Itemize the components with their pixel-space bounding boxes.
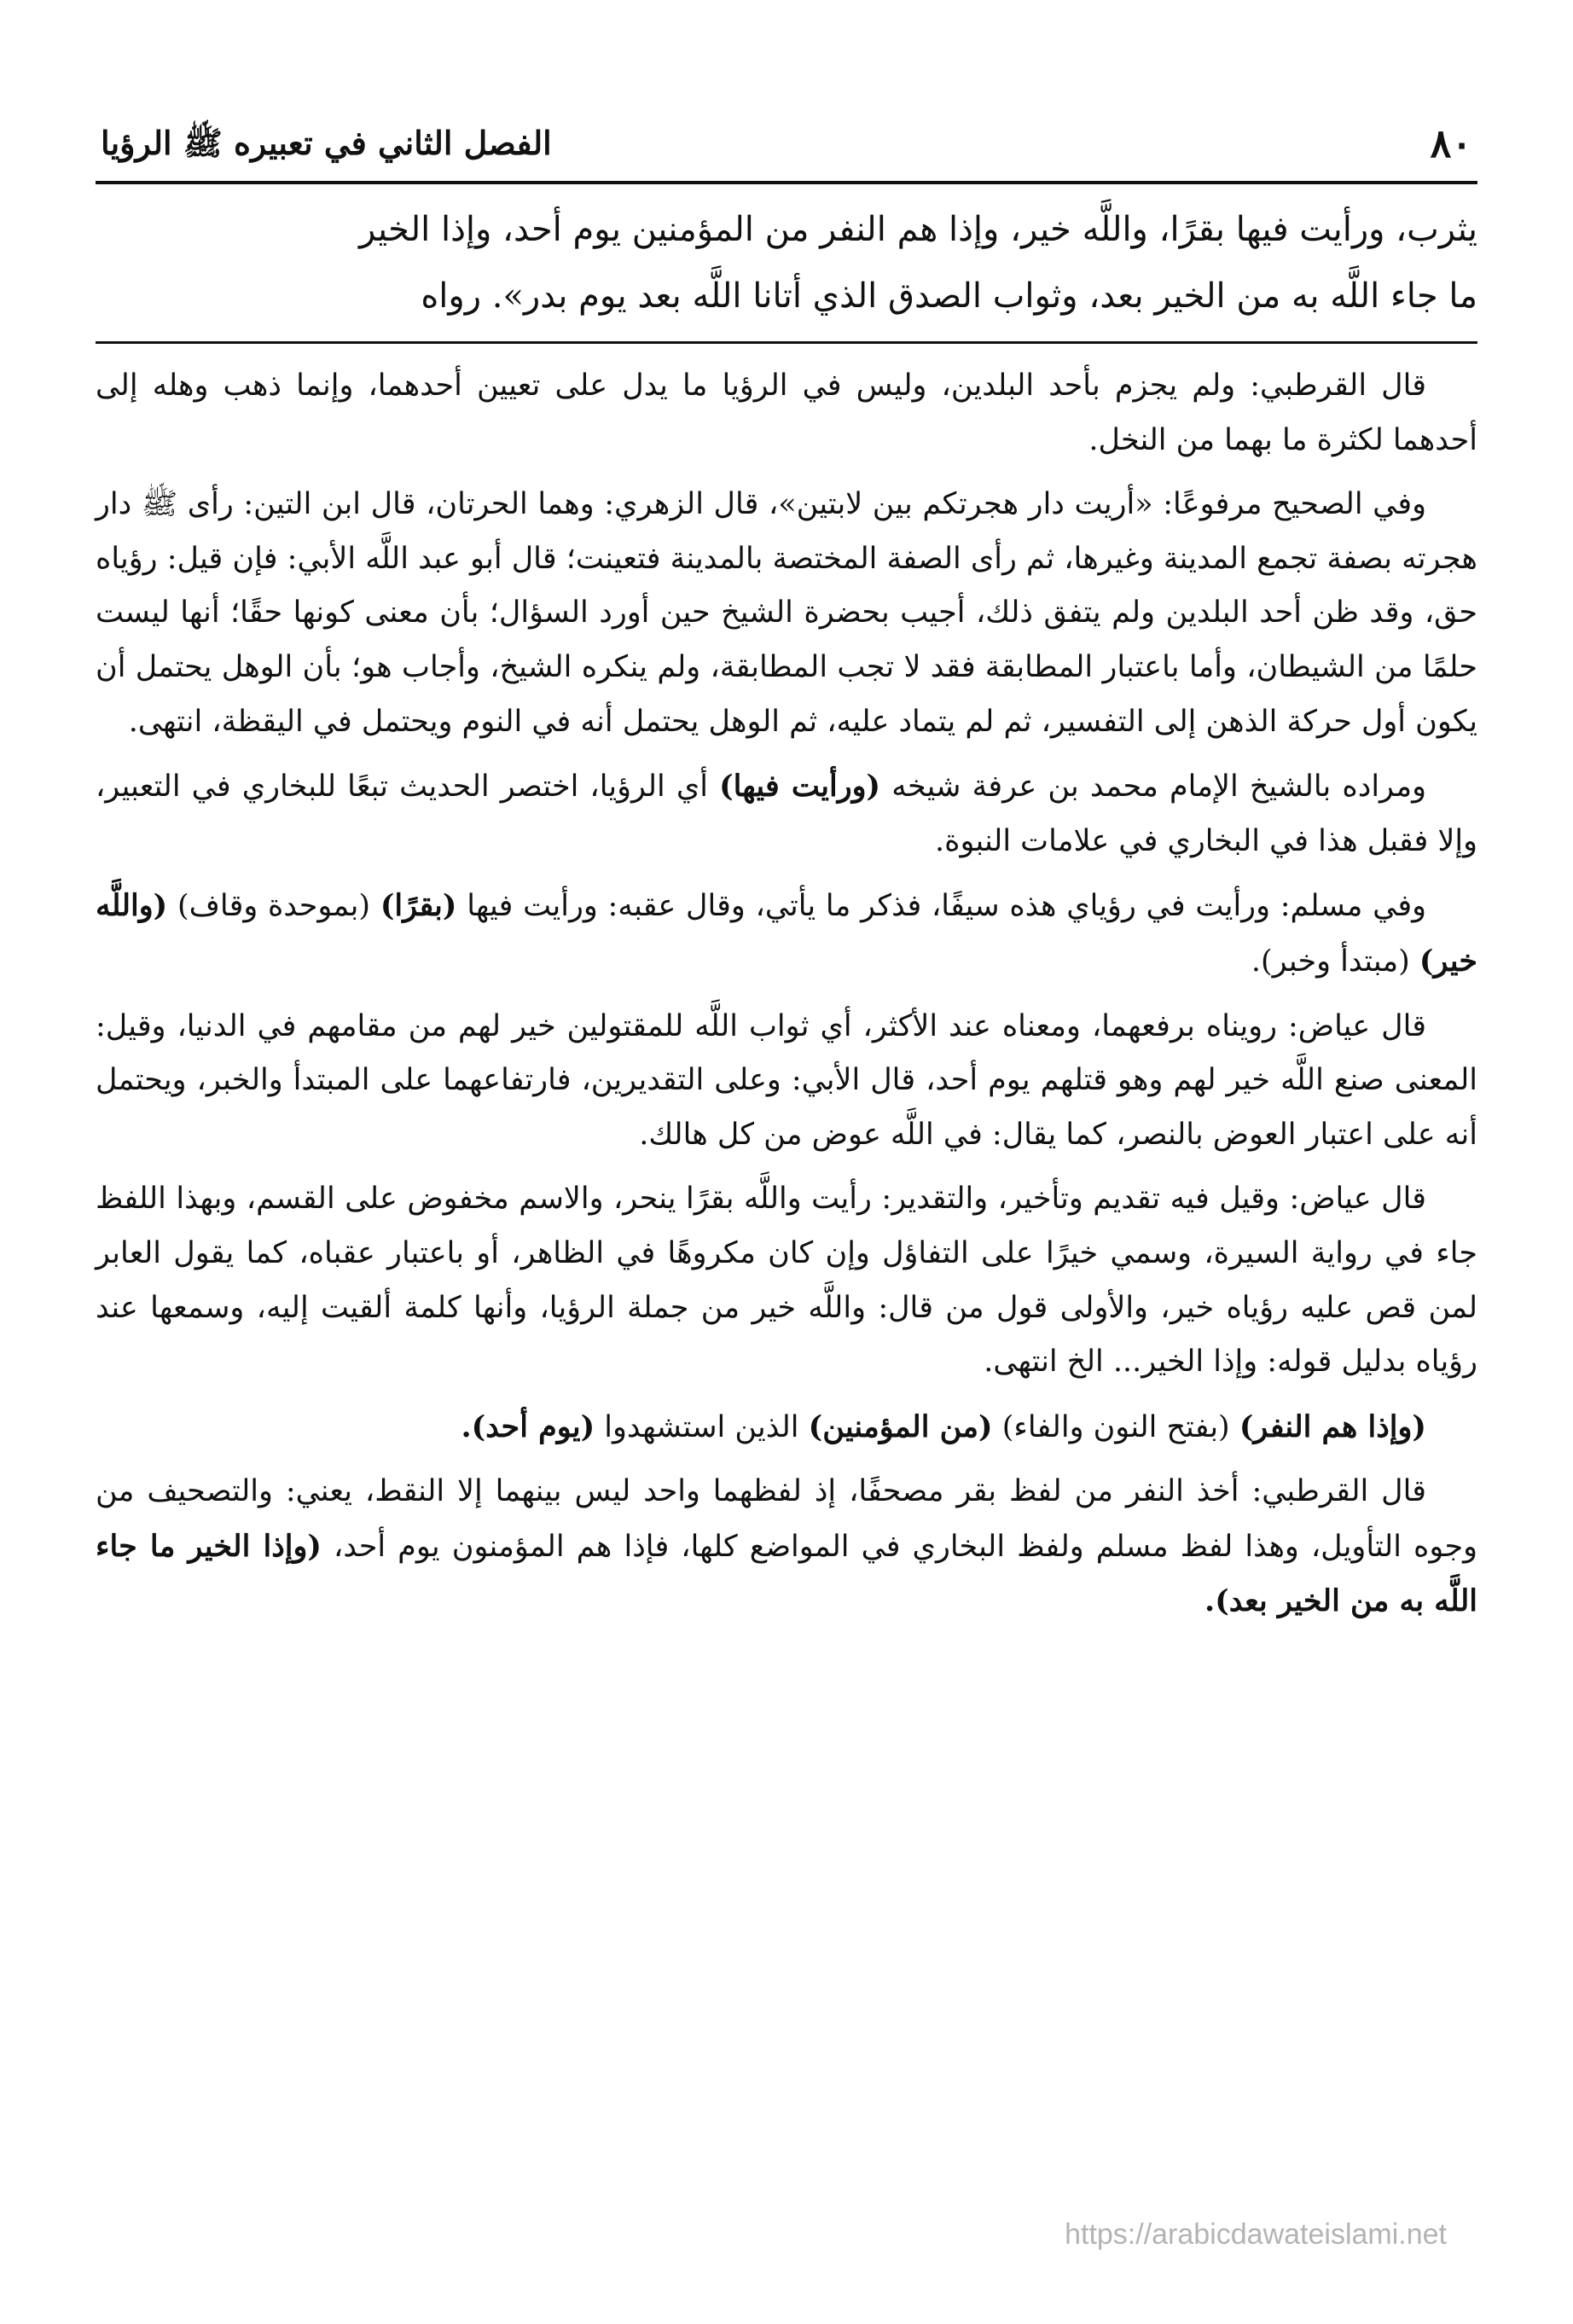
commentary-paragraph — [96, 1172, 1477, 1389]
quoted-phrase: (من المؤمنين) — [808, 1409, 993, 1444]
footnote-separator — [96, 341, 1477, 344]
quoted-phrase: (بقرًا) — [380, 888, 457, 924]
page-header — [96, 102, 1477, 169]
chapter-title: الفصل الثاني في تعبيره ﷺ الرؤيا — [101, 124, 552, 162]
commentary-text: (بفتح النون والفاء) — [992, 1409, 1239, 1444]
commentary-text: (مبتدأ وخبر). — [1251, 944, 1419, 979]
main-text-line: ما جاء اللَّه به من الخير بعد، وثواب الصدق الذي أتانا اللَّه بعد يوم بدر». رواه — [421, 276, 1477, 316]
commentary-text: قال عياض: وقيل فيه تقديم وتأخير، والتقدير: رأيت واللَّه بقرًا ينحر، والاسم مخفوض على القسم، وبهذا اللفظ جاء في رواية السيرة، وسمي خيرًا على التفاؤل وإن كان مكروهًا في الظاهر، أو باعتبار عقباه، كما يقول العابر لمن قص عليه رؤياه خير، والأولى قول من قال: واللَّه خير من جملة الرؤيا، وأنها كلمة ألقيت إليه، وسمعها عند رؤياه بدليل قوله: وإذا الخير... الخ انتهى. — [96, 1182, 1477, 1380]
commentary-paragraph — [96, 478, 1477, 749]
commentary-text: قال القرطبي: ولم يجزم بأحد البلدين، وليس في الرؤيا ما يدل على تعيين أحدهما، وإنما ذهب وهله إلى أحدهما لكثرة ما بهما من النخل. — [96, 369, 1477, 457]
quoted-phrase: (وإذا هم النفر) — [1239, 1409, 1426, 1444]
commentary-paragraph — [96, 1000, 1477, 1163]
commentary-text: وفي الصحيح مرفوعًا: «أريت دار هجرتكم بين لابتين»، قال الزهري: وهما الحرتان، قال ابن التين: رأى ﷺ دار هجرته بصفة تجمع المدينة وغيرها، ثم رأى الصفة المختصة بالمدينة فتعينت؛ قال أبو عبد اللَّه الأبي: فإن قيل: رؤياه حق، وقد ظن أحد البلدين ولم يتفق ذلك، أجيب بحضرة الشيخ حين أورد السؤال؛ بأن معنى كونها حقًا؛ أنها ليست حلمًا من الشيطان، وأما باعتبار المطابقة فقد لا تجب المطابقة، ولم ينكره الشيخ، وأجاب هو؛ بأن الوهل يحتمل أن يكون أول حركة الذهن إلى التفسير، ثم لم يتماد عليه، ثم الوهل يحتمل أنه في النوم ويحتمل في اليقظة، انتهى. — [96, 487, 1477, 739]
book-page — [96, 102, 1477, 2286]
commentary-text: قال عياض: رويناه برفعهما، ومعناه عند الأكثر، أي ثواب اللَّه للمقتولين خير لهم من مقامهم في الدنيا، وقيل: المعنى صنع اللَّه خير لهم وهو قتلهم يوم أحد، قال الأبي: وعلى التقديرين، فارتفاعهما على المبتدأ والخبر، ويحتمل أنه على اعتبار العوض بالنصر، كما يقال: في اللَّه عوض من كل هالك. — [96, 1008, 1477, 1152]
commentary-paragraph — [96, 879, 1477, 989]
quoted-phrase: (وإذا الخير ما جاء اللَّه به من الخير بعد). — [96, 1528, 1477, 1619]
commentary-text: ومراده بالشيخ الإمام محمد بن عرفة شيخه — [880, 770, 1427, 805]
header-rule — [96, 181, 1477, 184]
page-number: ٨٠ — [1430, 120, 1472, 166]
main-text-line: يثرب، ورأيت فيها بقرًا، واللَّه خير، وإذا هم النفر من المؤمنين يوم أحد، وإذا الخير — [358, 210, 1477, 249]
commentary-text: قال القرطبي: أخذ النفر من لفظ بقر مصحفًا، إذ لفظهما واحد ليس بينهما إلا النقط، يعني: والتصحيف من وجوه التأويل، وهذا لفظ مسلم ولفظ البخاري في المواضع كلها، فإذا هم المؤمنون يوم أحد، — [96, 1474, 1477, 1564]
commentary-paragraph — [96, 359, 1477, 468]
commentary-text: وفي مسلم: ورأيت في رؤياي هذه سيفًا، فذكر ما يأتي، وقال عقبه: ورأيت فيها — [456, 889, 1426, 924]
commentary — [96, 359, 1477, 1630]
quoted-phrase: (واللَّه خير) — [96, 888, 1477, 979]
commentary-paragraph — [96, 1400, 1477, 1455]
main-text — [96, 196, 1477, 329]
commentary-text: (بموحدة وقاف) — [167, 889, 380, 924]
quoted-phrase: (يوم أحد). — [461, 1409, 595, 1444]
quoted-phrase: (ورأيت فيها) — [719, 769, 881, 805]
commentary-paragraph — [96, 759, 1477, 869]
commentary-text: الذين استشهدوا — [595, 1409, 809, 1444]
commentary-text: أي الرؤيا، اختصر الحديث تبعًا للبخاري في التعبير، وإلا فقبل هذا في البخاري في علامات النبوة. — [96, 770, 1477, 858]
watermark-url: https://arabicdawateislami.net — [1065, 2218, 1447, 2251]
commentary-paragraph — [96, 1465, 1477, 1630]
